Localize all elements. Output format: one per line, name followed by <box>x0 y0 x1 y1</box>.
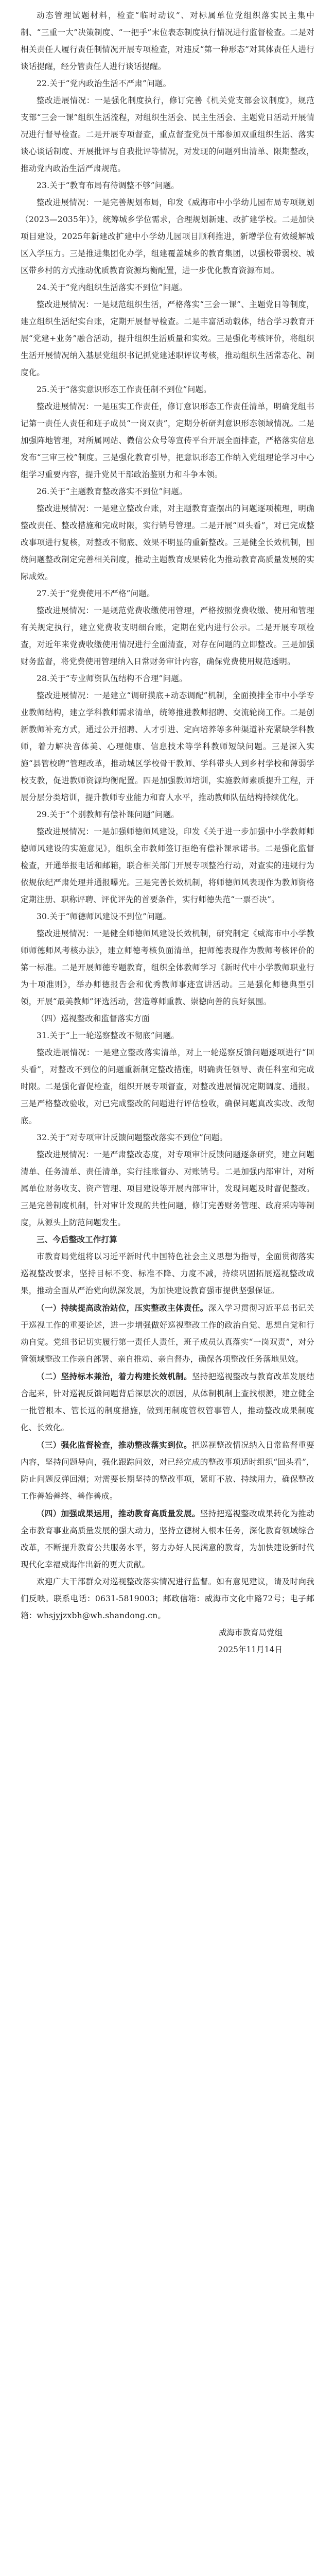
plan-lead: （三）强化监督检查，推动整改落实到位。 <box>37 1440 192 1450</box>
item-title: 30.关于“师德师风建设不到位”问题。 <box>37 912 171 921</box>
item-title: 23.关于“教育布局有待调整不够”问题。 <box>37 181 179 190</box>
signature-date: 2025年11月14日 <box>218 1645 283 1654</box>
plan-lead: （二）坚持标本兼治，着力构建长效机制。 <box>37 1371 192 1381</box>
item-fix: 整改进展情况：一是完善规划布局，印发《威海市中小学幼儿园布局专项规划（2023—2035年）》，统筹城乡学位需求，合理规划新建、改扩建学校。二是加快项目建设，2025年新建改扩建中小学幼儿园项目顺利推进，新增学位有效缓解城区入学压力。三是推进集团化办学，组建覆盖城乡的教育集团，以强校带弱校、城区带乡村的方式推动优质教育资源均衡配置，进一步优化教育资源布局。 <box>21 198 314 275</box>
intro-fragment: 动态管理试题材料，检查“临时动议”、对标属单位党组织落实民主集中制、“三重一大”决策制度、“一把手”末位表态制度执行情况进行监督检查。二是对相关责任人履行责任制情况开展专项检查，对违反“第一种形态”对其体责任人进行谈话提醒，经分管责任人进行谈话提醒。 <box>21 11 314 71</box>
plan-paragraph <box>21 1505 314 1573</box>
rectification-items-part2 <box>21 1027 314 1231</box>
item-title: 28.关于“专业师资队伍结构不合理”问题。 <box>37 674 187 683</box>
item-fix: 整改进展情况：一是规范组织生活，严格落实“三会一课”、主题党日等制度，建立组织生活纪实台账，定期开展督导检查。二是丰富活动载体，结合学习教育开展“党建+业务”融合活动，提升组织生活质量和实效。三是强化考核评价，将组织生活开展情况纳入基层党组织书记抓党建述职评议考核，推动组织生活常态化、制度化。 <box>21 300 314 377</box>
signature-org: 威海市教育局党组 <box>218 1628 283 1637</box>
item-fix: 整改进展情况：一是强化制度执行，修订完善《机关党支部会议制度》，规范支部“三会一课”组织生活流程，对组织生活会、民主生活会、主题党日活动开展情况进行督导检查。二是开展专项督查，重点督查党员干部参加双重组织生活、落实谈心谈话制度、开展批评与自我批评等情况，对发现的问题列出清单、限期整改，推动党内政治生活严肃规范。 <box>21 96 314 173</box>
item-title: 29.关于“个别教师有偿补课问题”问题。 <box>37 810 179 819</box>
plan-paragraph <box>21 1436 314 1505</box>
plan-text: 坚持把巡视整改成果转化为推动全市教育事业高质量发展的强大动力，坚持立德树人根本任务，深化教育领域综合改革，不断提升教育公共服务水平，努力办好人民满意的教育，为加快建设新时代现代化幸福威海作出新的更大贡献。 <box>21 1509 314 1569</box>
plan-paragraph <box>21 1368 314 1436</box>
section-three-heading: 三、今后整改工作打算 <box>37 1235 118 1244</box>
plan-lead: （四）加强成果运用，推动教育高质量发展。 <box>37 1509 200 1518</box>
item-title: 22.关于“党内政治生活不严肃”问题。 <box>37 79 171 88</box>
item-fix: 整改进展情况：一是建立整改落实清单，对上一轮巡察反馈问题逐项进行“回头看”，对整改不到位的问题重新制定整改措施，明确责任领导、责任科室和完成时限。二是强化督促检查，组织开展专项督查，对整改进展情况定期调度、通报。三是严格整改验收，对已完成整改的问题进行评估验收，确保问题真改实改、改彻底。 <box>21 1048 314 1125</box>
plan-text: 深入学习贯彻习近平总书记关于巡视工作的重要论述，进一步增强做好巡视整改工作的政治自觉、思想自觉和行动自觉。党组书记切实履行第一责任人责任，班子成员认真落实“一岗双责”，对分管领域整改工作亲自部署、亲自推动、亲自督办，确保各项整改任务落地见效。 <box>21 1303 314 1364</box>
contact-paragraph: 欢迎广大干部群众对巡视整改落实情况进行监督。如有意见建议，请及时向我们反映。联系电话：0631-5819003；邮政信箱：威海市文化中路72号；电子邮箱：whsjyjzxbh@wh.shandong.cn。 <box>21 1577 314 1620</box>
item-title: 27.关于“党费使用不严格”问题。 <box>37 589 155 598</box>
item-title: 24.关于“党内组织生活落实不到位”问题。 <box>37 283 187 292</box>
item-fix: 整改进展情况：一是健全师德师风建设长效机制，研究制定《威海市中小学教师师德师风考核办法》，建立师德考核负面清单，把师德表现作为教师考核评价的第一标准。二是开展师德专题教育，组织全体教师学习《新时代中小学教师职业行为十项准则》，举办师德报告会和优秀教师事迹宣讲活动。三是强化师德典型引领，开展“最美教师”评选活动，营造尊师重教、崇德向善的良好氛围。 <box>21 929 314 1006</box>
plan-lead: （一）持续提高政治站位，压实整改主体责任。 <box>37 1303 208 1313</box>
item-fix: 整改进展情况：一是建立“调研摸底+动态调配”机制，全面摸排全市中小学专业教师结构，建立学科教师需求清单，统筹推进教师招聘、交流轮岗工作。二是创新教师补充方式，通过公开招聘、人才引进、定向培养等多种渠道补充紧缺学科教师，着力解决音体美、心理健康、信息技术等学科教师短缺问题。三是深入实施“县管校聘”管理改革，推动城区学校骨干教师、学科带头人到乡村学校和薄弱学校支教，促进教师资源均衡配置。四是加强教师培训，实施教师素质提升工程，开展分层分类培训，提升教师专业能力和育人水平，推动教师队伍结构持续优化。 <box>21 691 314 802</box>
item-title: 31.关于“上一轮巡察整改不彻底”问题。 <box>37 1031 179 1040</box>
section-three-intro: 市教育局党组将以习近平新时代中国特色社会主义思想为指导，全面贯彻落实巡视整改要求，坚持目标不变、标准不降、力度不减，持续巩固拓展巡视整改成果，推动全面从严治党向纵深发展，为加快建设教育强市提供坚强保证。 <box>21 1252 314 1295</box>
item-title: 32.关于“对专项审计反馈问题整改落实不到位”问题。 <box>37 1133 228 1142</box>
plan-text: 把巡视整改情况纳入日常监督重要内容，坚持问题导向，强化跟踪问效，对已经完成的整改事项适时组织“回头看”，防止问题反弹回潮；对需要长期坚持的整改事项，紧盯不放、持续用力，确保整改工作善始善终、善作善成。 <box>21 1440 314 1501</box>
item-fix: 整改进展情况：一是严肃整改态度，对专项审计反馈问题逐条研究，建立问题清单、任务清单、责任清单，实行挂账督办、对账销号。二是加强内部审计，对所属单位财务收支、资产管理、项目建设等开展内部审计，发现问题及时督促整改。三是完善制度机制，针对审计发现的共性问题，修订完善财务管理、政府采购等制度，从源头上防范问题发生。 <box>21 1150 314 1227</box>
item-fix: 整改进展情况：一是规范党费收缴使用管理，严格按照党费收缴、使用和管理有关规定执行，建立党费收支明细台账，定期在党内进行公示。二是开展专项检查，对近年来党费收缴使用情况进行全面清查，对存在问题的立即整改。三是加强财务监督，将党费使用管理纳入日常财务审计内容，确保党费使用规范透明。 <box>21 606 314 666</box>
subsection-heading: （四）巡视整改和监督落实方面 <box>37 1014 150 1023</box>
item-title: 25.关于“落实意识形态工作责任制不到位”问题。 <box>37 385 211 394</box>
item-title: 26.关于“主题教育整改落实不到位”问题。 <box>37 487 187 496</box>
item-fix: 整改进展情况：一是压实工作责任，修订意识形态工作责任清单，明确党组书记第一责任人责任和班子成员“一岗双责”，定期分析研判意识形态领域情况。二是加强阵地管理，对所属网站、微信公众号等宣传平台开展全面排查，严格落实信息发布“三审三校”制度。三是强化教育引导，把意识形态工作纳入党组理论学习中心组学习重要内容，提升党员干部政治鉴别力和斗争本领。 <box>21 402 314 479</box>
future-plans <box>21 1299 314 1573</box>
item-fix: 整改进展情况：一是建立整改台账，对主题教育查摆出的问题逐项梳理，明确整改责任、整改措施和完成时限，实行销号管理。二是开展“回头看”，对已完成整改事项进行复核，对整改不彻底、效果不明显的重新整改。三是健全长效机制，围绕问题整改制定完善相关制度，推动主题教育成果转化为推动教育高质量发展的实际成效。 <box>21 504 314 581</box>
rectification-items-part1 <box>21 75 314 1010</box>
item-fix: 整改进展情况：一是加强师德师风建设，印发《关于进一步加强中小学教师师德师风建设的实施意见》，组织全市教师签订拒绝有偿补课承诺书。二是强化监督检查，开通举报电话和邮箱，联合相关部门开展专项整治行动，对查实的违规行为依规依纪严肃处理并通报曝光。三是完善长效机制，将师德师风表现作为教师资格定期注册、职称评聘、评优评先的首要条件，实行师德失范“一票否决”。 <box>21 827 314 904</box>
plan-paragraph <box>21 1299 314 1368</box>
plan-text: 坚持把巡视整改与教育改革发展结合起来，针对巡视反馈问题背后深层次的原因，从体制机制上查找根源，建立健全一批管根本、管长远的制度措施，做到用制度管权管事管人，推动整改成果制度化、长效化。 <box>21 1372 314 1432</box>
